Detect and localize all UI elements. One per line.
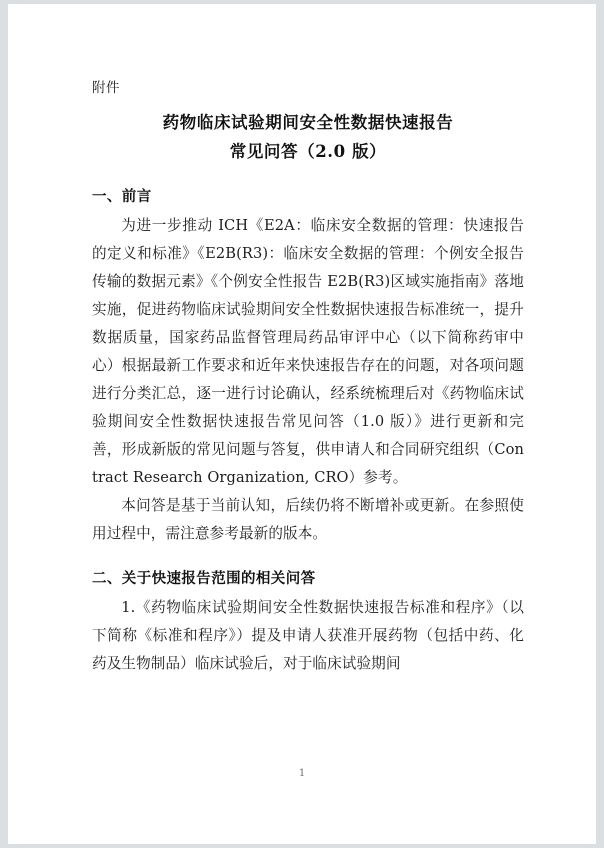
- section-heading-preface: 一、前言: [92, 189, 152, 205]
- paragraph: 本问答是基于当前认知，后续仍将不断增补或更新。在参照使用过程中，需注意参考最新的版本。: [92, 497, 524, 542]
- paragraph: 为进一步推动 ICH《E2A：临床安全数据的管理：快速报告的定义和标准》《E2B(R3)：临床安全数据的管理：个例安全报告传输的数据元素》《个例安全性报告 E2B(R3)区域实施指南》落地实施，促进药物临床试验期间安全性数据快速报告标准统一，提升数据质量，国家药品监督管理局药品审评中心（以下简称药审中心）根据最新工作要求和近年来快速报告存在的问题，对各项问题进行分类汇总，逐一进行讨论确认，经系统梳理后对《药物临床试验期间安全性数据快速报告常见问答（1.0 版）》进行更新和完善，形成新版的常见问题与答复，供申请人和合同研究组织（Contract Research Organization, CRO）参考。: [92, 217, 524, 486]
- attachment-label: 附件: [92, 80, 120, 96]
- page-content: [92, 4, 524, 678]
- document-page: [8, 4, 596, 844]
- page-subtitle: 常见问答（2.0 版）: [229, 142, 387, 161]
- page-number: 1: [298, 768, 306, 779]
- section-heading-scope-qa: 二、关于快速报告范围的相关问答: [92, 571, 316, 587]
- paragraph: 1.《药物临床试验期间安全性数据快速报告标准和程序》（以下简称《标准和程序》）提及申请人获准开展药物（包括中药、化药及生物制品）临床试验后，对于临床试验期间: [92, 599, 524, 672]
- page-title: 药物临床试验期间安全性数据快速报告: [162, 113, 454, 132]
